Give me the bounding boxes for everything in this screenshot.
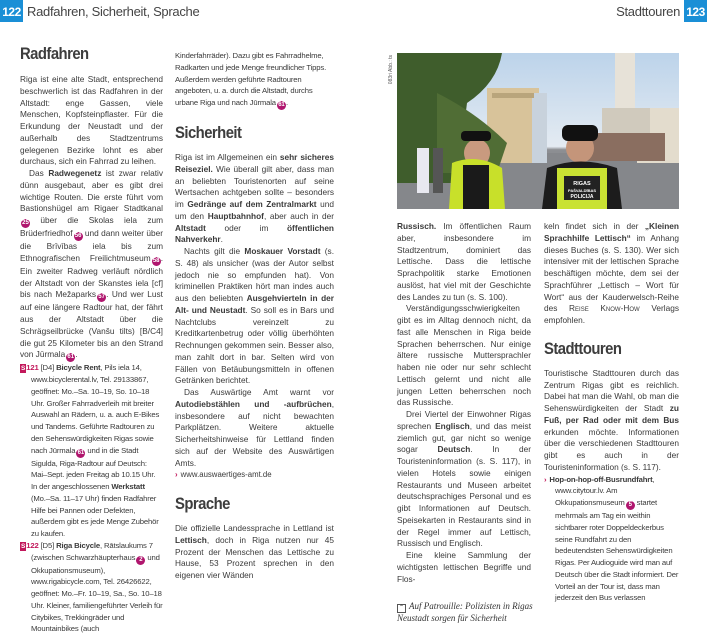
heading-radfahren: Radfahren (20, 45, 89, 63)
text-segment: Im öffentlichen Raum aber, insbesondere im Stadtzentrum, dominiert das Lettische. Dass die lettische Sprachpolitik starke Emotionen auslöst, hat viel mit der Geschichte des Landes zu tun (s. S. 100). (397, 221, 531, 302)
listing-bicycle-rent (20, 362, 163, 540)
running-head-left: Radfahren, Sicherheit, Sprache (27, 4, 200, 19)
text-segment: erkunden möchte. Informationen über die verschiedenen Stadttouren gibt es auch in der Touristeninformation (s. S. 117). (544, 426, 679, 472)
text-segment: Riga ist eine alte Stadt, entsprechend beschwerlich ist das Radfahren in der Altstadt: enge Gassen, viele Menschen, Kopfsteinpflaster. Für die Erkundung der Neustadt und der außerhalb des Stadtzentrums gelegenen Bezirke lohnt es aber durchaus, sich ein Fahrrad zu leihen. (20, 74, 163, 167)
svg-text:RIGAS: RIGAS (573, 181, 591, 187)
text-segment: . Und wer Lust auf eine längere Radtour hat, der fährt aus der Altstadt über die Schrägseilbrücke (Vanšu tilts) [B/C4] die gut 25 Kilometer bis an den Strand von Jūrmala (20, 289, 163, 360)
map-marker-badge: 56 (74, 233, 82, 239)
listing-marker (20, 363, 39, 372)
bold-term: Altstadt (175, 222, 206, 233)
text-segment: Touristische Stadttouren durch das Zentrum Rigas gibt es reichlich. Dabei hat man die Wahl, ob man die Sehenswürdigkeiten der Stadt (544, 367, 679, 413)
bold-term: Deutsch (437, 444, 471, 455)
text-segment: startet mehrmals am Tag ein weithin sichtbarer roter Doppeldeckerbus seine Rundfahrt zu den bedeutendsten Sehenswürdigkeiten Rigas. Per Audioguide wird man auf Deutsch über die Stadt informiert. Der Vorteil an der Tour ist, dass man jederzeit den Bus verlassen (555, 498, 679, 603)
paragraph (544, 368, 679, 474)
caption-text: Auf Patrouille: Polizisten in Rigas Neustadt sorgen für Sicherheit (397, 601, 533, 624)
running-head-right: Stadttouren (616, 4, 680, 19)
text-segment: , doch in Riga nutzen nur 45 Prozent der Menschen das Lettische zu Hause, 53 Prozent sprechen in den eigenen vier Wänden (175, 534, 334, 580)
heading-sprache: Sprache (175, 495, 230, 513)
paragraph (397, 550, 531, 585)
column-2 (175, 50, 334, 582)
shop-icon: S (21, 365, 26, 373)
text-segment: Die offizielle Landessprache in Lettland ist (175, 523, 334, 533)
listing-marker (20, 541, 39, 550)
bold-term: öffentlichen Nahverkehr (175, 222, 334, 245)
bold-term: „Kleinen Sprachhilfe Lettisch“ (544, 221, 679, 243)
text-segment: Verlags empfohlen. (544, 303, 679, 325)
column-4 (544, 221, 679, 604)
map-marker-badge: 57 (98, 294, 105, 301)
paragraph (175, 152, 334, 246)
column-1 (20, 44, 163, 635)
paragraph (20, 168, 163, 362)
text-segment: [D4] (38, 363, 57, 373)
text-segment: . So soll es in Bars und Nachtclubs vereinzelt zu Kreditkartenbetrug oder völlig überhöhten Rechnungen gekommen sein. Besser also, man zahlt dort in bar. Selten wird von Fällen von Betäubungsmitteln in offenen Getränken berichtet. (175, 304, 334, 386)
map-marker-badge: 25 (22, 220, 29, 226)
text-segment: über die Skolas iela zum Brüderfriedhof (20, 215, 163, 238)
listing-number: 122 (26, 540, 39, 550)
paragraph (397, 221, 531, 303)
text-segment: (s. S. 48) als unsicher (was der Autor selbst jedoch nie so empfunden hat). Von kriminellen Praktiken hört man indes auch aus den beliebten (175, 246, 334, 303)
text-segment: Eine kleine Sammlung der wichtigsten lettischen Begriffe und Flos- (397, 550, 531, 584)
paragraph (20, 74, 163, 168)
text-segment: , Pils iela 14, www.bicyclerental.lv, Tel. 29133867, geöffnet: Mo.–Sa. 10–19, So. 10–18 Uhr. Großer Fahrradverleih mit breiter Auswahl an Rädern, u. a. auch E-Bikes und Tandems. Geführte Radtouren zu den Sehenswürdigkeiten Rigas sowie nach Jūrmala (31, 363, 160, 455)
map-marker-badge: 5 (626, 501, 635, 510)
bold-term: Radwegenetz (48, 168, 102, 178)
photo-caption (397, 601, 547, 625)
bold-term: Moskauer Vorstadt (244, 246, 321, 256)
arrow-icon: › (175, 470, 178, 480)
small-caps-text: Reise Know-How (569, 303, 640, 314)
text-segment: oder im (205, 222, 287, 233)
text-segment: Das (29, 168, 49, 178)
bold-term: Hauptbahnhof (207, 210, 264, 221)
text-segment: , aber auch in der (263, 210, 334, 221)
photo-illustration (397, 53, 679, 209)
bold-term: Gedränge auf dem Zentralmarkt (187, 199, 317, 209)
text-segment: Verständigungsschwierigkeiten gibt es im Alltag dennoch nicht, da fast alle Menschen in Riga beide Sprachen beherrschen. Nur einige ältere russische Muttersprachler haben nie oder nur sehr schlecht Lettisch gelernt und nicht alle jungen Letten beherrschen noch das Russische. (397, 303, 531, 408)
bold-term: Bicycle Rent (56, 363, 101, 373)
heading-sicherheit: Sicherheit (175, 124, 242, 142)
text-segment: (Mo.–Sa. 11–17 Uhr) finden Radfahrer Hilfe bei Pannen oder Defekten, außerdem gibt es jede Menge Zubehör zu kaufen. (31, 493, 159, 538)
page-number-right: 123 (684, 0, 707, 22)
map-marker-badge: 58 (152, 257, 160, 264)
paragraph (175, 523, 334, 582)
paragraph (544, 221, 679, 327)
text-segment: [D5] (38, 540, 57, 550)
text-segment: und in die Stadt Sigulda, Riga-Radtour auf Deutsch: Mai–Sept. jeden Freitag ab 10.15 Uhr. In der angeschlossenen (31, 445, 156, 491)
listing-number: 121 (26, 363, 39, 373)
listing-riga-bicycle (20, 540, 163, 635)
text-segment: . (285, 98, 288, 107)
text-segment: ist zwar relativ dünn ausgebaut, aber es gibt drei wichtige Routen. Die erste führt vom Bastionshügel am Rigaer Stadtkanal (20, 168, 163, 214)
link-text[interactable]: www.auswaertiges-amt.de (180, 470, 272, 480)
bold-term: Werkstatt (111, 482, 145, 491)
text-segment: , und das meist ziemlich gut, gar nicht so wenige sogar (397, 420, 532, 455)
arrow-icon: › (544, 474, 547, 484)
column-3 (397, 221, 531, 625)
bold-term: Russisch. (397, 221, 437, 231)
text-segment: Riga ist im Allgemeinen ein (175, 152, 280, 162)
text-segment: , Rātslaukums 7 (zwischen Schwarzhäupterhaus (31, 540, 153, 562)
text-segment: . (75, 349, 78, 360)
bold-term: Lettisch (175, 534, 207, 545)
photo-credit: 083ri Abb.: ts (388, 55, 394, 85)
paragraph (397, 303, 531, 409)
text-segment: und Okkupationsmuseum), www.rigabicycle.com, Tel. 26426622, geöffnet: Mo.–Fr. 10–19, Sa., So. 10–18 Uhr. Kleiner, familiengeführter Verleih für Citybikes, Trekkingräder und Mountainbikes (auch (31, 552, 163, 634)
svg-text:PAŠVALDĪBAS: PAŠVALDĪBAS (567, 188, 597, 193)
heading-stadttouren: Stadttouren (544, 339, 622, 358)
page-number-left: 122 (0, 0, 23, 22)
bold-term: Riga Bicycle (56, 540, 100, 550)
bold-term: Englisch (435, 420, 470, 431)
map-marker-badge: 61 (67, 354, 75, 361)
text-segment: Kinderfahrräder). Dazu gibt es Fahrradhelme, Radkarten und jede Menge freundlicher Tipps. Außerdem werden geführte Radtouren angeboten, u. a. durch die Altstadt, durchs urbane Riga und nach Jūrmala (175, 51, 327, 107)
text-segment: keln findet sich in der (544, 221, 645, 231)
link-auswaertiges-amt[interactable] (175, 469, 334, 481)
paragraph (175, 246, 334, 387)
text-segment: und dann weiter über die Brīvības iela bis zum Ethnografischen Freilichtmuseum (20, 228, 163, 263)
text-segment: , www.citytour.lv. Am Okkupationsmuseum (555, 474, 655, 507)
text-segment: . Ein zweiter Radweg verläuft nördlich der Altstadt von der Skanstes iela [cf] bis nach Mežaparks (20, 252, 163, 300)
text-segment: Drei Viertel der Einwohner Rigas sprechen (397, 409, 531, 431)
bold-term: Ausgehvierteln in der Alt- und Neustadt (175, 293, 334, 315)
photo-police-patrol (397, 53, 679, 209)
map-marker-badge: 61 (278, 102, 285, 108)
listing-hop-on-hop-off (544, 474, 679, 605)
bold-term: Hop-on-hop-off-Busrundfahrt (549, 474, 653, 484)
map-marker-badge: 2 (136, 556, 145, 565)
paragraph (175, 387, 334, 469)
text-segment: im Anhang dieses Buches (s. S. 130). Wer sich intensiver mit der lettischen Sprache beschäftigen möchte, dem sei der Sprachführer „Lettisch – Wort für Wort“ aus der Kauderwelsch-Reihe des (544, 232, 679, 314)
map-marker-badge: 61 (77, 449, 85, 456)
svg-text:POLICIJA: POLICIJA (570, 194, 594, 200)
photo-reference-icon: ⌃ (398, 605, 405, 612)
text-segment: Das Auswärtige Amt warnt vor (184, 387, 334, 397)
text-segment: . In der Touristeninformation (s. S. 117), in vielen Hotels sowie einigen Restaurants und Museen arbeitet deutschsprachiges Personal und es gibt Informationen auf Deutsch. Speisekarten in Restaurants sind in der Regel immer auf Lettisch, Russisch und Englisch. (397, 444, 532, 549)
text-segment: Wie überall gilt aber, dass man an beliebten Touristenorten auf seine Wertsachen achtgeben sollte – besonders im (175, 163, 334, 209)
text-segment: . (220, 234, 223, 245)
text-segment: Nachts gilt die (184, 246, 245, 256)
paragraph (397, 409, 531, 550)
bold-term: sehr sicheres Reiseziel. (175, 152, 334, 174)
text-segment: und um den (175, 199, 334, 221)
listing-continuation (175, 50, 334, 110)
shop-icon: S (21, 542, 26, 550)
bold-term: Autodiebstählen und -aufbrüchen (175, 398, 332, 409)
text-segment: , insbesondere auf nicht bewachten Parkplätzen. Weitere aktuelle Sicherheitshinweise für Lettland finden sich auf der Website des Auswärtigen Amts. (175, 398, 334, 468)
bold-term: zu Fuß, per Rad oder mit dem Bus (544, 403, 679, 425)
